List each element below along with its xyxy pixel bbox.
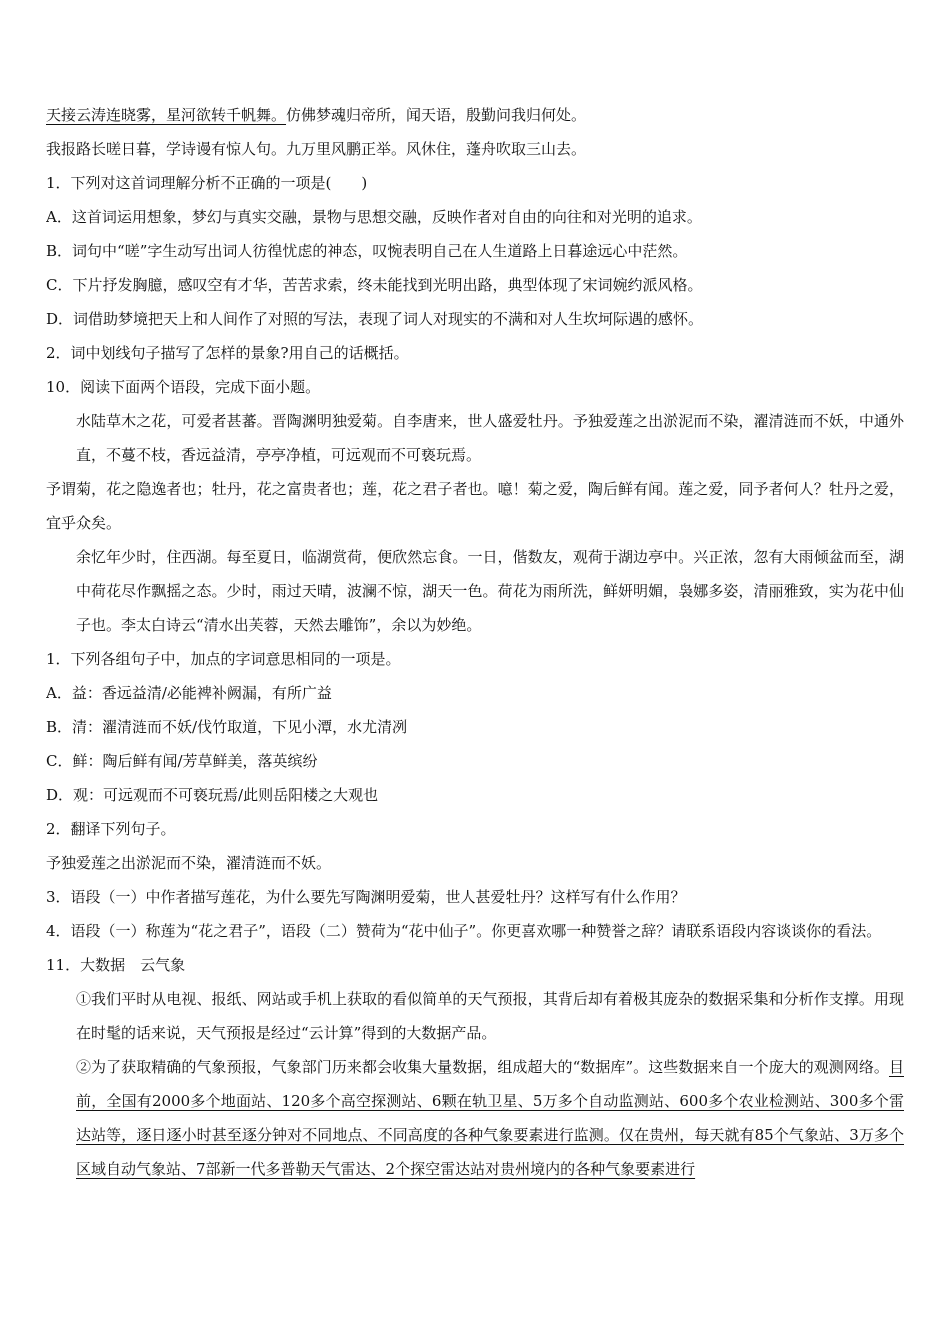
q10-passage-1: 水陆草木之花，可爱者甚蕃。晋陶渊明独爱菊。自李唐来，世人盛爱牡丹。予独爱莲之出淤泥而不染，濯清涟而不妖，中通外直，不蔓不枝，香远益清，亭亭净植，可远观而不可亵玩焉。 [76, 412, 904, 464]
q9-sub1: 1．下列对这首词理解分析不正确的一项是( ) [46, 174, 368, 192]
q9-sub2: 2．词中划线句子描写了怎样的景象?用自己的话概括。 [46, 344, 409, 362]
q9-option-a: A．这首词运用想象，梦幻与真实交融，景物与思想交融，反映作者对自由的向往和对光明的追求。 [46, 208, 702, 226]
q9-option-b: B．词句中“嗟”字生动写出词人彷徨忧虑的神态，叹惋表明自己在人生道路上日暮途远心中茫然。 [46, 242, 688, 260]
q9-option-c: C．下片抒发胸臆，感叹空有才华，苦苦求索，终未能找到光明出路，典型体现了宋词婉约派风格。 [46, 276, 703, 294]
q10-option-a: A．益：香远益清/必能裨补阙漏，有所广益 [46, 684, 332, 702]
q10-option-b: B．清：濯清涟而不妖/伐竹取道，下见小潭，水尤清冽 [46, 718, 408, 736]
poem-line-1-rest: 仿佛梦魂归帝所，闻天语，殷勤问我归何处。 [286, 106, 587, 124]
q10-sub2-sentence: 予独爱莲之出淤泥而不染，濯清涟而不妖。 [46, 854, 332, 872]
q9-option-d: D．词借助梦境把天上和人间作了对照的写法，表现了词人对现实的不满和对人生坎坷际遇的感怀。 [46, 310, 704, 328]
q11-paragraph-2 [46, 1050, 904, 1186]
q10-sub1: 1．下列各组句子中，加点的字词意思相同的一项是。 [46, 650, 401, 668]
poem-line-2: 我报路长嗟日暮，学诗谩有惊人句。九万里风鹏正举。风休住，蓬舟吹取三山去。 [46, 140, 587, 158]
q10-passage-1-cont: 予谓菊，花之隐逸者也；牡丹，花之富贵者也；莲，花之君子者也。噫！菊之爱，陶后鲜有闻。莲之爱，同予者何人？牡丹之爱，宜乎众矣。 [46, 480, 904, 532]
underlined-data-sentence: 目前，全国有2000多个地面站、120多个高空探测站、6颗在轨卫星、5万多个自动监测站、600多个农业检测站、300多个雷达站等，逐日逐小时甚至逐分钟对不同地点、不同高度的各种气象要素进行监测。仅在贵州，每天就有85个气象站、3万多个区域自动气象站、7部新一代多普勒天气雷达、2个探空雷达站对贵州境内的各种气象要素进行 [76, 1058, 904, 1178]
q11-paragraph-1: ①我们平时从电视、报纸、网站或手机上获取的看似简单的天气预报，其背后却有着极其庞杂的数据采集和分析作支撑。用现在时髦的话来说，天气预报是经过“云计算”得到的大数据产品。 [76, 990, 904, 1042]
q10-passage-2: 余忆年少时，住西湖。每至夏日，临湖赏荷，便欣然忘食。一日，偕数友，观荷于湖边亭中。兴正浓，忽有大雨倾盆而至，湖中荷花尽作飘摇之态。少时，雨过天晴，波澜不惊，湖天一色。荷花为雨所洗，鲜妍明媚，袅娜多姿，清丽雅致，实为花中仙子也。李太白诗云“清水出芙蓉，天然去雕饰”，余以为妙绝。 [76, 548, 904, 634]
q11-heading: 11．大数据 云气象 [46, 956, 186, 974]
q10-option-d: D．观：可远观而不可亵玩焉/此则岳阳楼之大观也 [46, 786, 379, 804]
q10-sub3: 3．语段（一）中作者描写莲花，为什么要先写陶渊明爱菊，世人甚爱牡丹？这样写有什么作用？ [46, 888, 686, 906]
q10-sub4: 4．语段（一）称莲为“花之君子”，语段（二）赞荷为“花中仙子”。你更喜欢哪一种赞誉之辞？请联系语段内容谈谈你的看法。 [46, 922, 882, 940]
q11-paragraph-2-text: ②为了获取精确的气象预报，气象部门历来都会收集大量数据，组成超大的“数据库”。这些数据来自一个庞大的观测网络。 [76, 1058, 889, 1076]
q10-heading: 10．阅读下面两个语段，完成下面小题。 [46, 378, 321, 396]
q10-sub2: 2．翻译下列句子。 [46, 820, 176, 838]
q10-option-c: C．鲜：陶后鲜有闻/芳草鲜美，落英缤纷 [46, 752, 318, 770]
underlined-poem-sentence: 天接云涛连晓雾，星河欲转千帆舞。 [46, 106, 287, 124]
poem-line-1 [46, 98, 904, 132]
